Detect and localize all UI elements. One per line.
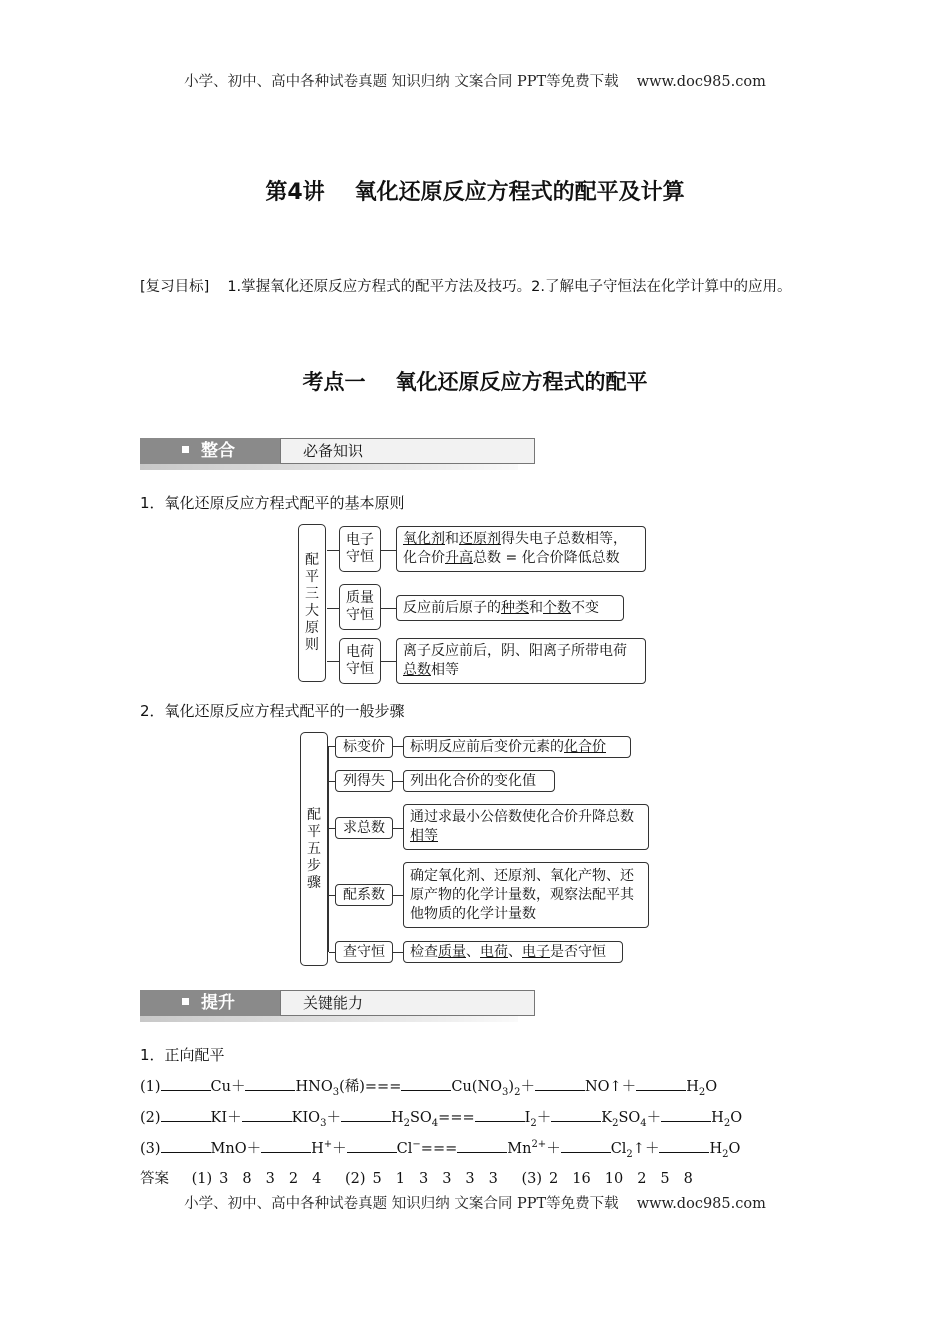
banner-shadow <box>140 464 518 470</box>
answer-blank[interactable] <box>659 1139 709 1153</box>
principle-mass-desc: 反应前后原子的种类和个数不变 <box>396 595 624 621</box>
connector <box>327 608 339 609</box>
step-coefficients: 配系数 <box>335 884 393 906</box>
equation-2: (2) $KI+ KIO_3+ H_2SO_4=== I_2+ K_2SO_4+ H_2O$ <box>140 1110 743 1129</box>
answer-blank[interactable] <box>551 1108 601 1122</box>
answer-blank[interactable] <box>161 1108 211 1122</box>
principles-heading: 1．氧化还原反应方程式配平的基本原则 <box>140 494 405 512</box>
step-mark-valence: 标变价 <box>335 736 393 758</box>
answer-line <box>140 1167 712 1188</box>
connector <box>381 661 396 662</box>
square-icon <box>182 998 189 1005</box>
answer-blank[interactable] <box>457 1139 507 1153</box>
banner-shadow <box>140 1016 518 1022</box>
lecture-title: 氧化还原反应方程式的配平及计算 <box>354 180 685 205</box>
answer-blank[interactable] <box>261 1139 311 1153</box>
equation-1: (1) $Cu+ HNO_3$(稀)=== $Cu(NO_3)_2+$ NO↑＋ $H_2O$ <box>140 1079 718 1098</box>
answer-blank[interactable] <box>161 1139 211 1153</box>
steps-root: 配平五步骤 <box>300 732 328 966</box>
header-text: 小学、初中、高中各种试卷真题 知识归纳 文案合同 PPT等免费下载 <box>184 74 619 90</box>
step-check-desc: 检查质量、电荷、电子是否守恒 <box>403 941 623 963</box>
step-total-desc: 通过求最小公倍数使化合价升降总数相等 <box>403 804 649 850</box>
answer-blank[interactable] <box>341 1108 391 1122</box>
principles-diagram <box>298 524 653 684</box>
answer-group-1: (1) 3 8 3 2 4 <box>191 1171 322 1187</box>
answer-blank[interactable] <box>535 1077 585 1091</box>
principle-electron-desc: 氧化剂和还原剂得失电子总数相等，化合价升高总数 = 化合价降低总数 <box>396 526 646 572</box>
steps-heading: 2．氧化还原反应方程式配平的一般步骤 <box>140 702 405 720</box>
principle-electron: 电子守恒 <box>339 526 381 572</box>
header-url[interactable]: www.doc985.com <box>636 74 766 90</box>
review-text: 1.掌握氧化还原反应方程式的配平方法及技巧。2.了解电子守恒法在化学计算中的应用。 <box>227 279 792 295</box>
connector <box>381 608 396 609</box>
answer-blank[interactable] <box>245 1077 295 1091</box>
page-title <box>0 175 950 206</box>
answer-group-3: (3) 2 16 10 2 5 8 <box>521 1171 693 1187</box>
step-list-change-desc: 列出化合价的变化值 <box>403 770 555 792</box>
answer-label: 答案 <box>140 1171 169 1187</box>
connector <box>393 746 403 747</box>
page-footer <box>0 1192 950 1213</box>
square-icon <box>182 446 189 453</box>
page-header <box>0 70 950 91</box>
principle-charge-desc: 离子反应前后，阴、阳离子所带电荷总数相等 <box>396 638 646 684</box>
footer-text: 小学、初中、高中各种试卷真题 知识归纳 文案合同 PPT等免费下载 <box>184 1196 619 1212</box>
step-coefficients-desc: 确定氧化剂、还原剂、氧化产物、还原产物的化学计量数，观察法配平其他物质的化学计量数 <box>403 862 649 928</box>
forward-balancing-heading: 1．正向配平 <box>140 1046 225 1064</box>
banner-integrate-sub: 必备知识 <box>280 438 535 464</box>
answer-blank[interactable] <box>347 1139 397 1153</box>
principles-root: 配平三大原则 <box>298 524 326 682</box>
connector <box>381 550 396 551</box>
connector <box>328 746 329 952</box>
banner-improve-label: 提升 <box>140 990 280 1016</box>
connector <box>393 781 403 782</box>
banner-integrate <box>140 438 518 470</box>
principle-mass: 质量守恒 <box>339 584 381 630</box>
step-mark-valence-desc: 标明反应前后变价元素的化合价 <box>403 736 631 758</box>
connector <box>393 952 403 953</box>
connector <box>327 550 339 551</box>
answer-blank[interactable] <box>636 1077 686 1091</box>
banner-improve <box>140 990 518 1022</box>
section-number: 考点一 <box>302 370 366 394</box>
step-check: 查守恒 <box>335 941 393 963</box>
answer-blank[interactable] <box>661 1108 711 1122</box>
banner-improve-sub: 关键能力 <box>280 990 535 1016</box>
answer-blank[interactable] <box>161 1077 211 1091</box>
answer-blank[interactable] <box>242 1108 292 1122</box>
section-title <box>0 366 950 396</box>
section-text: 氧化还原反应方程式的配平 <box>395 370 648 394</box>
answer-group-2: (2) 5 1 3 3 3 3 <box>344 1171 498 1187</box>
review-tag: [复习目标] <box>140 279 210 295</box>
lecture-number: 第4讲 <box>265 180 325 205</box>
review-goals <box>140 272 815 302</box>
connector <box>327 661 339 662</box>
connector <box>393 895 403 896</box>
answer-blank[interactable] <box>401 1077 451 1091</box>
answer-blank[interactable] <box>475 1108 525 1122</box>
connector <box>393 828 403 829</box>
steps-diagram <box>300 732 655 968</box>
equation-3: (3) $MnO+ H^++ Cl^-=== Mn^{2+}+$ $Cl_2↑+ H_2O$ <box>140 1139 741 1160</box>
principle-charge: 电荷守恒 <box>339 638 381 684</box>
step-total: 求总数 <box>335 817 393 839</box>
answer-blank[interactable] <box>561 1139 611 1153</box>
step-list-change: 列得失 <box>335 770 393 792</box>
banner-integrate-label: 整合 <box>140 438 280 464</box>
footer-url[interactable]: www.doc985.com <box>636 1196 766 1212</box>
